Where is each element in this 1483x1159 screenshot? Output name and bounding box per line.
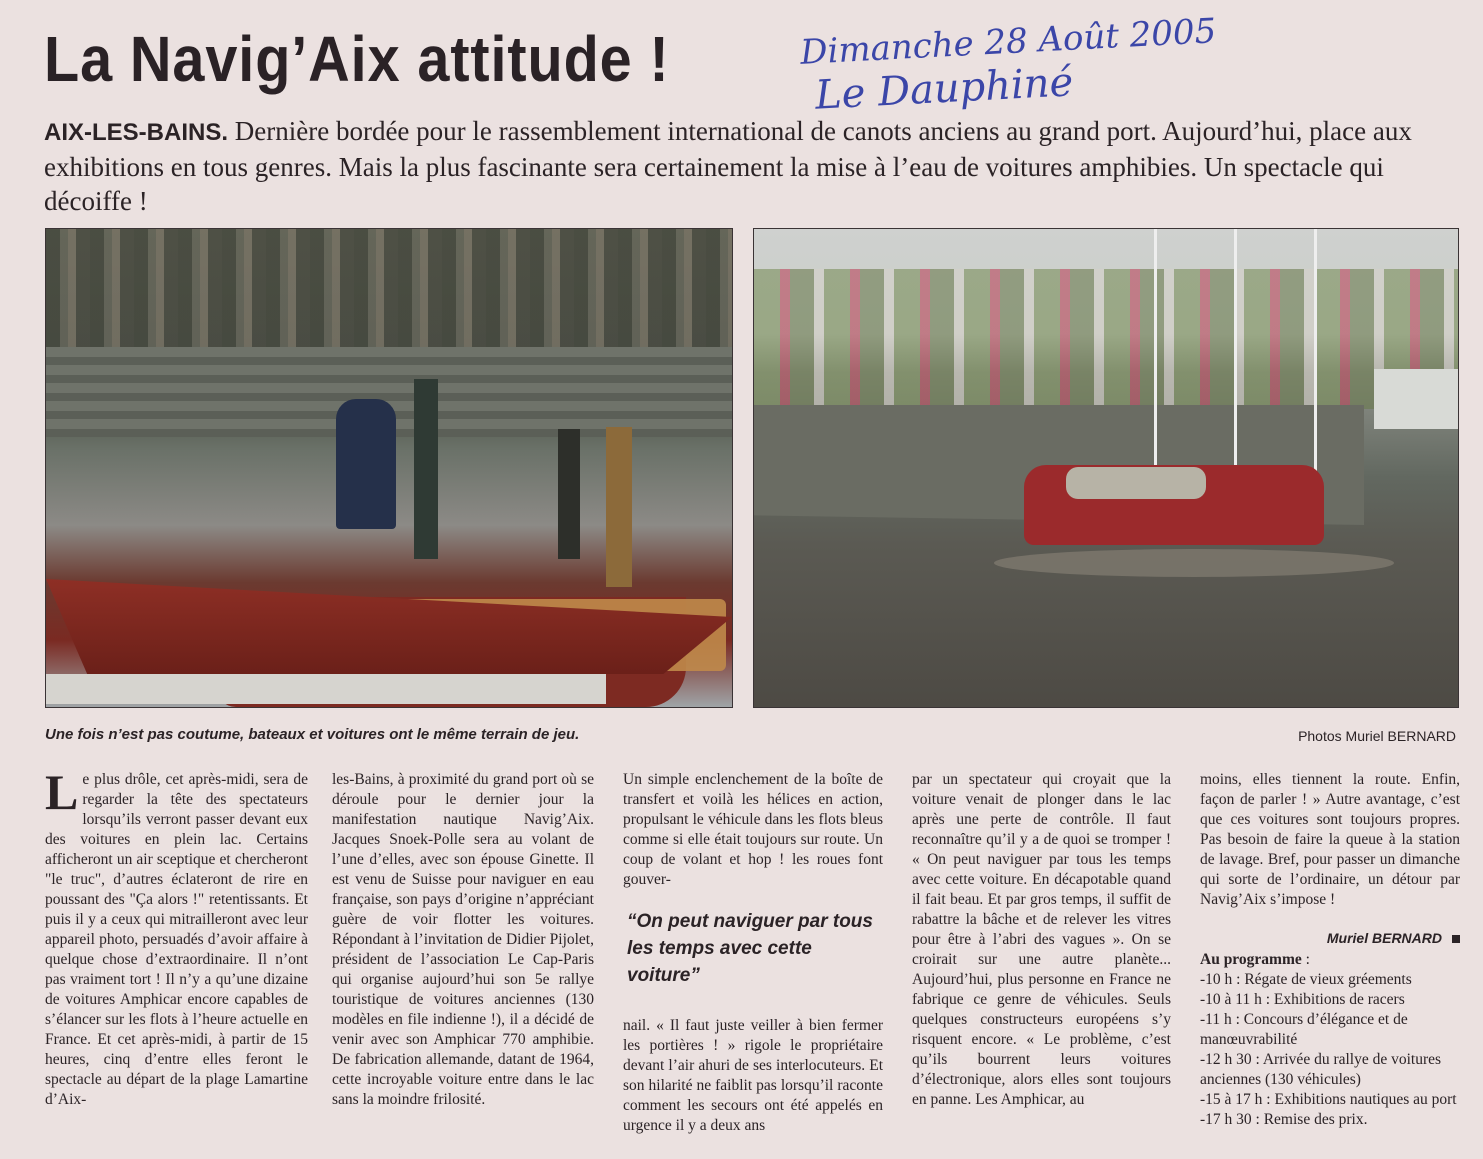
lead-kicker: AIX-LES-BAINS. bbox=[44, 119, 229, 146]
programme-item: -17 h 30 : Remise des prix. bbox=[1200, 1111, 1368, 1128]
end-mark bbox=[1452, 935, 1460, 943]
handwritten-date: Dimanche 28 Août 2005 bbox=[799, 11, 1218, 73]
programme-title: Au programme bbox=[1200, 951, 1302, 968]
article-column-4: par un spectateur qui croyait que la voiture venait de plonger dans le lac après une perte de contrôle. Il faut reconnaître qu’il y a de quoi se tromper ! « On peut naviguer par tous les temps avec cette voiture. En décapotable quand il fait beau. Et par gros temps, il suffit de rabattre la bâche et de relever les vitres pour être à l’abri des vagues ». On se croirait sur une autre planète... Aujourd’hui, plus personne en France ne fabrique ce genre de véhicules. Seuls quelques constructeurs européens s’y risquent encore. « Le problème, c’est qu’ils bourrent leurs voitures d’électronique, alors elles sont toujours en panne. Les Amphicar, au bbox=[912, 771, 1171, 1108]
author-name: Muriel BERNARD bbox=[1326, 930, 1442, 946]
drop-cap: L bbox=[45, 764, 79, 820]
article-column-3-top: Un simple enclenchement de la boîte de transfert et voilà les hélices en action, propulsant le véhicule dans les flots bleus comme si elle était toujours sur route. Un coup de volant et hop ! les roues font gouver- bbox=[623, 771, 883, 888]
pull-quote: “On peut naviguer par tous les temps avec cette voiture” bbox=[627, 911, 873, 986]
programme-item: -10 h : Régate de vieux gréements bbox=[1200, 971, 1412, 988]
author-signature bbox=[1200, 930, 1460, 946]
article-column-5: moins, elles tiennent la route. Enfin, façon de parler ! » Autre avantage, c’est que ces voitures sont toujours propres. Pas besoin de faire la queue à la station de lavage. Bref, pour passer un dimanche qui sorte de l’ordinaire, un détour par Navig’Aix s’impose ! bbox=[1200, 771, 1460, 908]
handwritten-newspaper-name: Le Dauphiné bbox=[813, 59, 1075, 119]
headline: La Navig’Aix attitude ! bbox=[44, 23, 670, 95]
photo-boats bbox=[45, 228, 733, 708]
article-column-1 bbox=[45, 764, 308, 1110]
article-column-3-bottom: nail. « Il faut juste veiller à bien fermer les portières ! » rigole le propriétaire devant l’air ahuri de ses interlocuteurs. Et son hilarité ne faiblit pas lorsqu’il raconte comment les secours ont été appelés en urgence il y a deux ans bbox=[623, 1017, 883, 1134]
programme-item: -10 à 11 h : Exhibitions de racers bbox=[1200, 991, 1405, 1008]
photo-credit: Photos Muriel BERNARD bbox=[1298, 728, 1456, 744]
article-column-2: les-Bains, à proximité du grand port où se déroule pour le dernier jour la manifestation nautique Navig’Aix. Jacques Snoek-Polle sera au volant de l’une d’elles, avec son épouse Ginette. Il est venu de Suisse pour naviguer en eau française, son pays d’origine n’appréciant guère de voir flotter les voitures. Répondant à l’invitation de Didier Pijolet, président de l’association Le Cap-Paris qui organise aujourd’hui son 5e rallye touristique de voitures anciennes (130 modèles en file indienne !), il a décidé de venir avec son Amphicar 770 amphibie. De fabrication allemande, datant de 1964, cette incroyable voiture entre dans le lac sans la moindre frilosité. bbox=[332, 771, 594, 1108]
photo-amphicar bbox=[753, 228, 1459, 708]
programme-item: -15 à 17 h : Exhibitions nautiques au port bbox=[1200, 1091, 1457, 1108]
programme-box: Au programme : -10 h : Régate de vieux gréements -10 à 11 h : Exhibitions de racers -11 h : Concours d’élégance et de manœuvrabilité -12 h 30 : Arrivée du rallye de voitures anciennes (130 véhicules) -15 à 17 h : Exhibitions nautiques au port -17 h 30 : Remise des prix. bbox=[1200, 950, 1460, 1130]
programme-item: -12 h 30 : Arrivée du rallye de voitures anciennes (130 véhicules) bbox=[1200, 1051, 1442, 1088]
photo-caption: Une fois n’est pas coutume, bateaux et voitures ont le même terrain de jeu. bbox=[45, 726, 580, 743]
lead-text: Dernière bordée pour le rassemblement international de canots anciens au grand port. Aujourd’hui, place aux exhibitions en tous genres. Mais la plus fascinante sera certainement la mise à l’eau de voitures amphibies. Un spectacle qui décoiffe ! bbox=[44, 116, 1412, 216]
lead-paragraph bbox=[44, 114, 1444, 218]
column-1-text: e plus drôle, cet après-midi, sera de regarder la tête des spectateurs lorsqu’ils verront passer devant eux des voitures en plein lac. Certains afficheront un air sceptique et chercheront "le truc", d’autres éclateront de rire en poussant des "Ça alors !" retentissants. Et puis il y a ceux qui mitrailleront avec leur appareil photo, persuadés d’avoir affaire à quelque chose d’extraordinaire. Il n’ont pas vraiment tort ! Il n’y a qu’une dizaine de voitures Amphicar encore capables de s’élancer sur les flots à l’heure actuelle en France. Et cet après-midi, à partir de 15 heures, cinq d’entre elles feront le spectacle au départ de la plage Lamartine d’Aix- bbox=[45, 771, 308, 1108]
programme-item: -11 h : Concours d’élégance et de manœuvrabilité bbox=[1200, 1011, 1408, 1048]
